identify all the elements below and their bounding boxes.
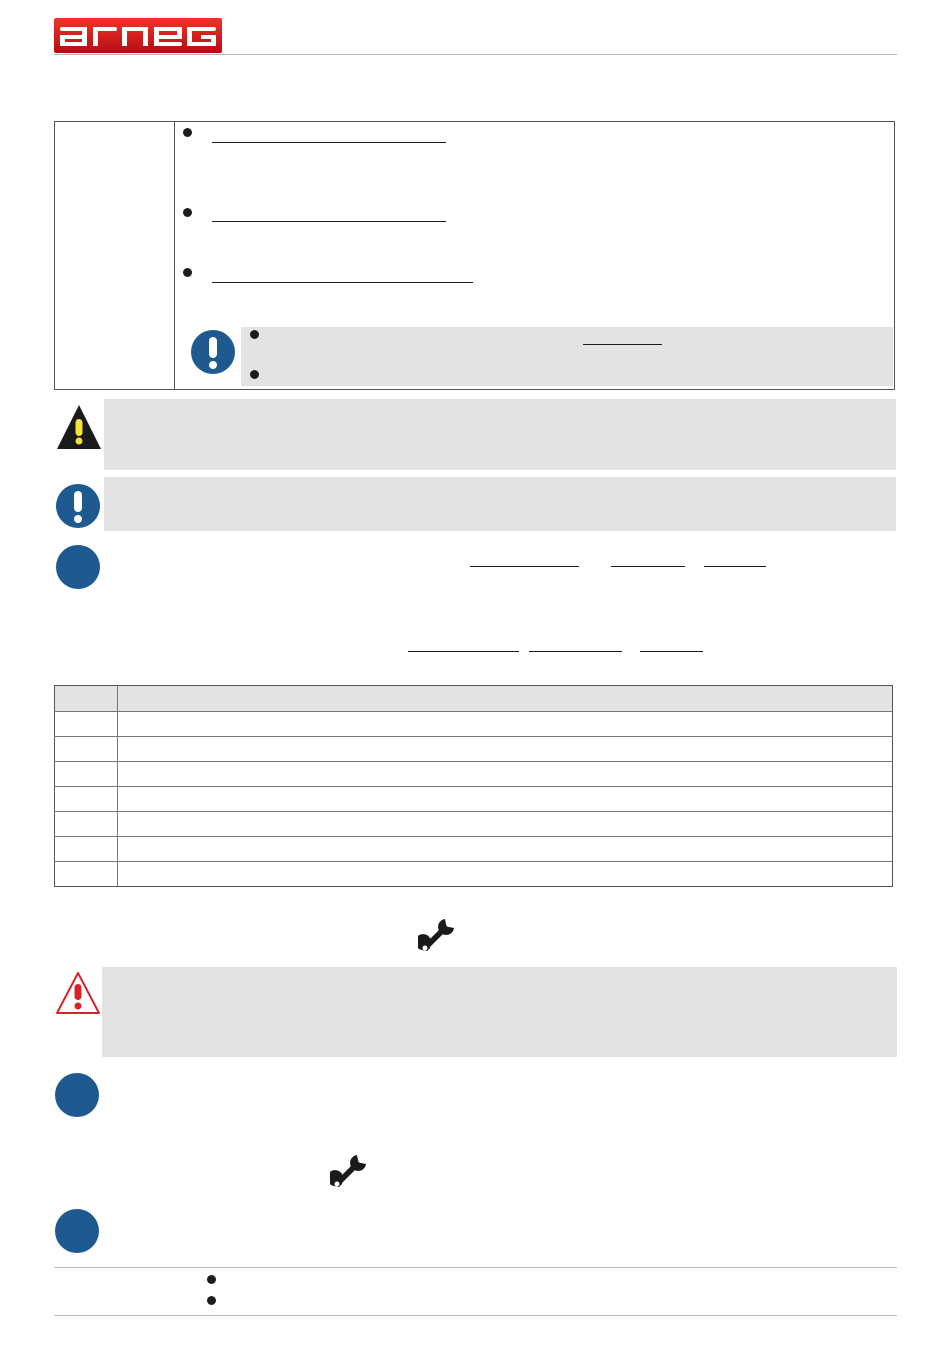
arneg-logo: [54, 18, 222, 53]
table-cell: [118, 762, 893, 787]
table-cell: [118, 812, 893, 837]
underlined-heading: [212, 282, 473, 283]
danger-notice-band: [102, 967, 897, 1057]
table-cell: [118, 837, 893, 862]
table-row: [55, 787, 893, 812]
table-cell: [55, 712, 118, 737]
danger-triangle-icon: [55, 971, 101, 1015]
exclamation-circle-icon: [190, 329, 236, 375]
arneg-logo-mark: [54, 18, 222, 53]
table-cell: [118, 862, 893, 887]
header-divider: [54, 54, 897, 55]
table-cell: [55, 787, 118, 812]
parts-table: [54, 685, 893, 887]
exclamation-circle-icon: [55, 483, 101, 529]
bullet-marker: [183, 128, 192, 137]
bullet-marker: [183, 208, 192, 217]
table-cell: [55, 862, 118, 887]
table-row: [55, 712, 893, 737]
table-row: [55, 737, 893, 762]
step-circle-icon: [56, 545, 100, 589]
underlined-reference: [704, 566, 766, 567]
warning-triangle-icon: [55, 403, 103, 451]
table-cell: [55, 762, 118, 787]
table-header-cell: [55, 686, 118, 712]
underlined-heading: [212, 142, 446, 143]
table-cell: [118, 737, 893, 762]
bullet-marker: [250, 370, 259, 379]
underlined-reference: [640, 651, 703, 652]
bullet-marker: [207, 1296, 216, 1305]
wrench-icon: [418, 917, 458, 955]
table-row: [55, 762, 893, 787]
underlined-reference: [408, 651, 519, 652]
table-cell: [118, 787, 893, 812]
underlined-reference: [529, 651, 622, 652]
step-circle-icon: [55, 1073, 99, 1117]
underlined-reference: [583, 344, 662, 345]
table-header-cell: [118, 686, 893, 712]
footer-divider-top: [54, 1267, 897, 1268]
bullet-marker: [207, 1275, 216, 1284]
mandatory-notice-band: [104, 477, 896, 531]
wrench-icon: [330, 1153, 370, 1191]
table-header-row: [55, 686, 893, 712]
inner-notice-box: [241, 327, 893, 386]
table-cell: [55, 812, 118, 837]
bullet-marker: [250, 330, 259, 339]
table-cell: [55, 737, 118, 762]
table-row: [55, 862, 893, 887]
warning-notice-band: [104, 399, 896, 470]
bullet-marker: [183, 268, 192, 277]
underlined-heading: [212, 221, 446, 222]
underlined-reference: [611, 566, 685, 567]
step-circle-icon: [55, 1209, 99, 1253]
footer-divider-bottom: [54, 1315, 897, 1316]
frame-column-divider: [174, 121, 175, 390]
table-cell: [118, 712, 893, 737]
table-cell: [55, 837, 118, 862]
table-row: [55, 837, 893, 862]
table-row: [55, 812, 893, 837]
underlined-reference: [470, 566, 579, 567]
